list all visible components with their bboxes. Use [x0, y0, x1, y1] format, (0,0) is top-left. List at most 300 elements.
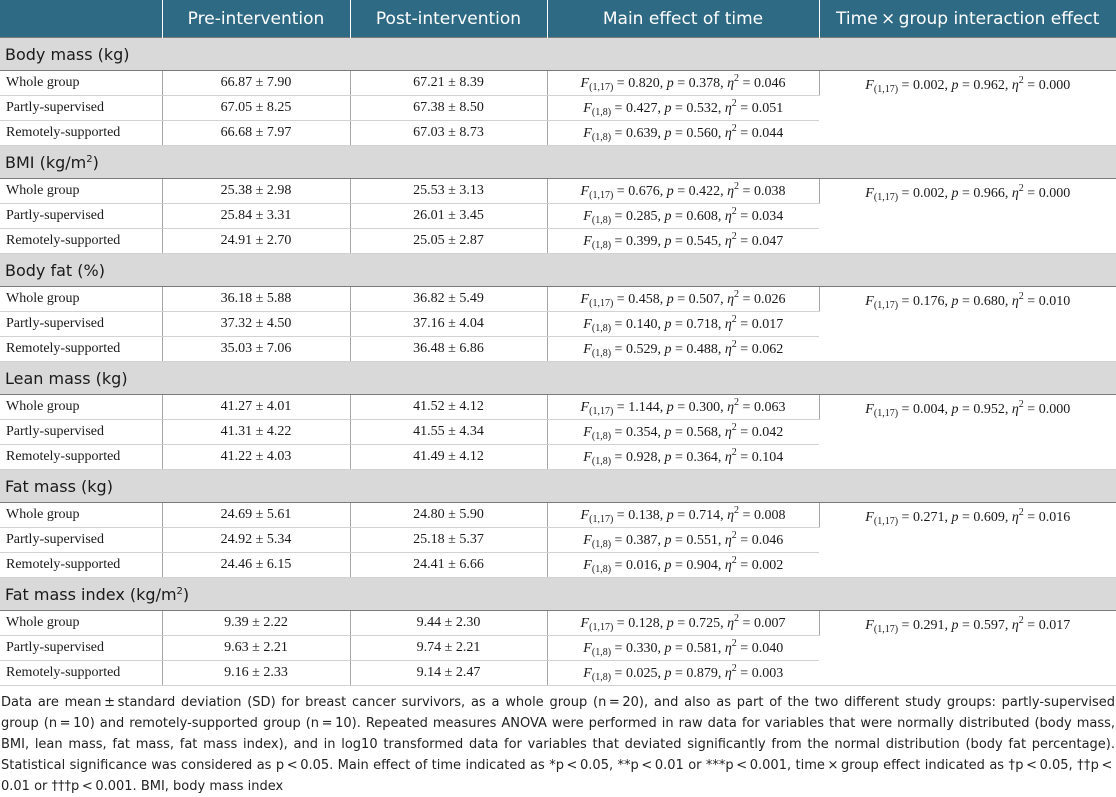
pre-intervention-value: 36.18 ± 5.88	[162, 287, 350, 312]
stat-p-value: 0.597	[973, 618, 1005, 633]
stat-eta-squared: 2	[734, 505, 740, 516]
stat-p-symbol: p	[666, 76, 674, 91]
stat-equals: =	[736, 209, 752, 224]
stat-p-symbol: p	[666, 508, 674, 523]
header-blank	[0, 0, 162, 38]
stat-separator: ,	[717, 666, 725, 681]
stat-eta-squared: 2	[731, 422, 737, 433]
stat-equals: =	[671, 558, 687, 573]
section-title-end: )	[92, 152, 99, 172]
post-intervention-value: 67.38 ± 8.50	[350, 96, 547, 121]
stat-p-symbol: p	[666, 184, 674, 199]
stat-separator: ,	[720, 616, 728, 631]
stat-eta-value: 0.008	[753, 508, 786, 523]
stat-separator: ,	[717, 209, 725, 224]
stat-eta-value: 0.047	[751, 234, 784, 249]
stat-equals: =	[898, 510, 913, 525]
stat-equals: =	[673, 616, 689, 631]
stat-separator: ,	[944, 294, 952, 309]
stat-f-symbol: F	[583, 666, 592, 681]
stat-eta-squared: 2	[731, 555, 737, 566]
stat-equals: =	[736, 425, 752, 440]
table-row	[0, 179, 1116, 204]
stat-separator: ,	[657, 126, 665, 141]
stat-eta-symbol: η	[724, 425, 732, 440]
stat-equals: =	[673, 400, 689, 415]
stat-equals: =	[671, 234, 687, 249]
stat-equals: =	[898, 294, 913, 309]
stat-eta-squared: 2	[731, 663, 737, 674]
row-label: Whole group	[0, 71, 162, 96]
stat-eta-symbol: η	[1011, 402, 1019, 417]
row-label: Remotely-supported	[0, 661, 162, 686]
stat-equals: =	[736, 666, 752, 681]
stat-eta-symbol: η	[724, 342, 732, 357]
stat-separator: ,	[657, 450, 665, 465]
stat-eta-squared: 2	[734, 73, 740, 84]
row-label: Remotely-supported	[0, 553, 162, 578]
stat-separator: ,	[657, 641, 665, 656]
stat-equals: =	[739, 292, 754, 307]
stat-separator: ,	[717, 450, 725, 465]
stat-separator: ,	[657, 558, 665, 573]
stat-separator: ,	[720, 76, 728, 91]
header-post-intervention: Post-intervention	[350, 0, 547, 38]
stat-p-symbol: p	[951, 78, 959, 93]
stat-df: (1,8)	[591, 564, 612, 575]
stat-equals: =	[611, 425, 626, 440]
main-effect-cell	[547, 420, 819, 445]
stat-f-value: 0.140	[625, 317, 658, 332]
stat-p-symbol: p	[664, 641, 672, 656]
stat-equals: =	[613, 292, 629, 307]
stat-p-symbol: p	[666, 292, 674, 307]
stat-eta-symbol: η	[724, 666, 732, 681]
pre-intervention-value: 66.68 ± 7.97	[162, 121, 350, 146]
stat-df: (1,8)	[591, 323, 612, 334]
stat-equals: =	[958, 294, 974, 309]
stat-f-symbol: F	[580, 508, 590, 523]
stat-equals: =	[1023, 78, 1039, 93]
main-effect-cell	[547, 395, 819, 420]
stat-eta-value: 0.051	[751, 101, 784, 116]
stat-equals: =	[673, 292, 689, 307]
stat-equals: =	[611, 234, 626, 249]
stat-p-value: 0.581	[686, 641, 718, 656]
stat-f-symbol: F	[865, 186, 874, 201]
stat-p-symbol: p	[664, 558, 672, 573]
section-title-text: Body mass (kg)	[5, 44, 130, 64]
stat-f-symbol: F	[583, 641, 592, 656]
stat-separator: ,	[1004, 510, 1012, 525]
stat-equals: =	[736, 533, 752, 548]
stat-f-value: 0.291	[912, 618, 945, 633]
stat-separator: ,	[657, 666, 665, 681]
stat-f-symbol: F	[583, 533, 592, 548]
stat-separator: ,	[720, 400, 728, 415]
interaction-effect-cell	[819, 287, 1116, 362]
post-intervention-value: 9.44 ± 2.30	[350, 611, 547, 636]
stat-separator: ,	[717, 641, 725, 656]
pre-intervention-value: 66.87 ± 7.90	[162, 71, 350, 96]
stat-eta-symbol: η	[1011, 78, 1019, 93]
stat-p-value: 0.904	[686, 558, 718, 573]
stat-f-value: 0.529	[625, 342, 658, 357]
stat-equals: =	[611, 101, 626, 116]
stat-p-value: 0.532	[686, 101, 718, 116]
stat-df: (1,8)	[591, 647, 612, 658]
stat-equals: =	[739, 76, 754, 91]
stat-f-value: 0.458	[628, 292, 660, 307]
stat-equals: =	[611, 317, 626, 332]
row-label: Remotely-supported	[0, 229, 162, 254]
post-intervention-value: 25.18 ± 5.37	[350, 528, 547, 553]
stat-p-symbol: p	[664, 317, 672, 332]
stat-eta-symbol: η	[724, 558, 732, 573]
post-intervention-value: 25.05 ± 2.87	[350, 229, 547, 254]
stat-separator: ,	[659, 292, 667, 307]
stat-eta-symbol: η	[727, 400, 735, 415]
stat-p-symbol: p	[951, 294, 959, 309]
main-effect-cell	[547, 96, 819, 121]
stat-eta-value: 0.000	[1038, 78, 1071, 93]
stat-f-symbol: F	[580, 616, 590, 631]
stat-eta-squared: 2	[734, 397, 740, 408]
stat-p-symbol: p	[664, 101, 672, 116]
stat-equals: =	[673, 76, 689, 91]
stat-eta-symbol: η	[727, 292, 735, 307]
pre-intervention-value: 24.92 ± 5.34	[162, 528, 350, 553]
section-header-row	[0, 578, 1116, 611]
stat-eta-value: 0.026	[753, 292, 786, 307]
stat-f-symbol: F	[583, 317, 592, 332]
pre-intervention-value: 37.32 ± 4.50	[162, 312, 350, 337]
post-intervention-value: 9.74 ± 2.21	[350, 636, 547, 661]
section-header-row	[0, 38, 1116, 71]
pre-intervention-value: 9.39 ± 2.22	[162, 611, 350, 636]
stat-f-value: 0.176	[912, 294, 945, 309]
stat-equals: =	[671, 101, 687, 116]
stat-equals: =	[958, 186, 974, 201]
stat-eta-symbol: η	[724, 317, 732, 332]
row-label: Partly-supervised	[0, 96, 162, 121]
stat-equals: =	[736, 126, 752, 141]
stat-p-value: 0.952	[973, 402, 1005, 417]
stat-equals: =	[673, 184, 689, 199]
main-effect-cell	[547, 553, 819, 578]
stat-equals: =	[898, 186, 913, 201]
row-label: Partly-supervised	[0, 420, 162, 445]
section-title-superscript: 2	[176, 585, 183, 597]
stat-p-value: 0.962	[973, 78, 1005, 93]
section-title	[0, 146, 1116, 179]
stat-p-value: 0.551	[686, 533, 718, 548]
stat-eta-symbol: η	[727, 616, 735, 631]
stat-eta-squared: 2	[1018, 507, 1024, 518]
stat-eta-squared: 2	[734, 613, 740, 624]
section-title-text: Fat mass (kg)	[5, 476, 113, 496]
main-effect-cell	[547, 503, 819, 528]
stat-equals: =	[739, 616, 754, 631]
stat-equals: =	[898, 402, 913, 417]
row-label: Partly-supervised	[0, 528, 162, 553]
pre-intervention-value: 35.03 ± 7.06	[162, 337, 350, 362]
stat-equals: =	[736, 558, 752, 573]
stat-separator: ,	[1004, 618, 1012, 633]
section-header-row	[0, 470, 1116, 503]
table-row	[0, 611, 1116, 636]
stat-df: (1,8)	[591, 539, 612, 550]
post-intervention-value: 67.21 ± 8.39	[350, 71, 547, 96]
stat-eta-value: 0.046	[751, 533, 784, 548]
stat-equals: =	[736, 641, 752, 656]
section-title	[0, 578, 1116, 611]
stat-equals: =	[611, 558, 626, 573]
stat-equals: =	[958, 78, 974, 93]
stat-p-symbol: p	[664, 533, 672, 548]
stat-p-symbol: p	[664, 234, 672, 249]
stat-p-value: 0.609	[973, 510, 1005, 525]
stat-equals: =	[671, 641, 687, 656]
stat-eta-value: 0.002	[751, 558, 784, 573]
stat-f-value: 0.271	[912, 510, 945, 525]
stat-df: (1,17)	[589, 622, 614, 633]
header-row	[0, 0, 1116, 38]
stat-eta-symbol: η	[727, 76, 735, 91]
stat-f-value: 0.004	[912, 402, 945, 417]
row-label: Remotely-supported	[0, 337, 162, 362]
stat-df: (1,17)	[589, 190, 614, 201]
stat-eta-symbol: η	[1011, 186, 1019, 201]
pre-intervention-value: 24.69 ± 5.61	[162, 503, 350, 528]
pre-intervention-value: 24.46 ± 6.15	[162, 553, 350, 578]
stat-f-symbol: F	[583, 209, 592, 224]
stat-df: (1,8)	[591, 132, 612, 143]
stat-equals: =	[613, 616, 629, 631]
pre-intervention-value: 24.91 ± 2.70	[162, 229, 350, 254]
section-header-row	[0, 254, 1116, 287]
stat-f-value: 0.285	[625, 209, 658, 224]
stat-f-value: 1.144	[628, 400, 660, 415]
stat-separator: ,	[1004, 186, 1012, 201]
stat-p-symbol: p	[664, 209, 672, 224]
stat-f-value: 0.002	[912, 78, 945, 93]
main-effect-cell	[547, 636, 819, 661]
row-label: Whole group	[0, 395, 162, 420]
section-header-row	[0, 146, 1116, 179]
stat-p-symbol: p	[951, 186, 959, 201]
stat-separator: ,	[717, 234, 725, 249]
row-label: Partly-supervised	[0, 204, 162, 229]
stat-separator: ,	[657, 425, 665, 440]
stat-separator: ,	[720, 184, 728, 199]
stat-separator: ,	[657, 317, 665, 332]
pre-intervention-value: 25.38 ± 2.98	[162, 179, 350, 204]
stat-df: (1,8)	[591, 215, 612, 226]
stat-p-value: 0.608	[686, 209, 718, 224]
post-intervention-value: 37.16 ± 4.04	[350, 312, 547, 337]
row-label: Whole group	[0, 503, 162, 528]
stat-eta-value: 0.007	[753, 616, 786, 631]
stat-separator: ,	[720, 292, 728, 307]
stat-equals: =	[611, 126, 626, 141]
stat-df: (1,8)	[591, 431, 612, 442]
stat-eta-symbol: η	[724, 450, 732, 465]
stat-f-symbol: F	[583, 425, 592, 440]
stat-equals: =	[613, 76, 629, 91]
stat-separator: ,	[717, 533, 725, 548]
stat-p-value: 0.422	[688, 184, 721, 199]
stat-df: (1,17)	[873, 300, 899, 311]
main-effect-cell	[547, 287, 819, 312]
stat-df: (1,8)	[591, 240, 612, 251]
stat-equals: =	[1023, 402, 1039, 417]
stat-eta-symbol: η	[1011, 294, 1019, 309]
stat-equals: =	[898, 78, 913, 93]
stat-p-value: 0.568	[686, 425, 718, 440]
interaction-effect-cell	[819, 395, 1116, 470]
stat-p-value: 0.507	[688, 292, 721, 307]
stat-df: (1,8)	[591, 672, 612, 683]
interaction-effect-cell	[819, 179, 1116, 254]
stat-df: (1,17)	[873, 624, 899, 635]
main-effect-cell	[547, 312, 819, 337]
stat-eta-squared: 2	[731, 206, 737, 217]
stat-f-symbol: F	[580, 292, 590, 307]
stat-p-value: 0.966	[973, 186, 1005, 201]
stat-equals: =	[671, 126, 687, 141]
stat-equals: =	[958, 618, 974, 633]
stat-separator: ,	[657, 209, 665, 224]
stat-f-symbol: F	[865, 402, 874, 417]
stat-p-value: 0.725	[688, 616, 721, 631]
main-effect-cell	[547, 528, 819, 553]
stat-f-value: 0.025	[625, 666, 658, 681]
post-intervention-value: 9.14 ± 2.47	[350, 661, 547, 686]
stat-df: (1,17)	[589, 82, 614, 93]
section-header-row	[0, 362, 1116, 395]
section-title-end: )	[182, 584, 190, 604]
stat-equals: =	[611, 342, 626, 357]
stat-f-symbol: F	[583, 558, 592, 573]
header-interaction-effect: Time × group interaction effect	[819, 0, 1116, 38]
stat-eta-value: 0.016	[1038, 510, 1071, 525]
stat-eta-squared: 2	[731, 314, 737, 325]
section-title-superscript: 2	[86, 153, 93, 165]
stat-p-value: 0.680	[973, 294, 1005, 309]
row-label: Partly-supervised	[0, 312, 162, 337]
stat-equals: =	[739, 184, 754, 199]
post-intervention-value: 41.55 ± 4.34	[350, 420, 547, 445]
stat-f-symbol: F	[583, 450, 592, 465]
stat-separator: ,	[717, 342, 725, 357]
stat-eta-value: 0.040	[751, 641, 784, 656]
stat-eta-squared: 2	[731, 123, 737, 134]
stat-f-symbol: F	[580, 184, 590, 199]
interaction-effect-cell	[819, 503, 1116, 578]
section-title-text: Lean mass (kg)	[5, 368, 128, 388]
stat-separator: ,	[657, 101, 665, 116]
stat-equals: =	[671, 317, 687, 332]
stat-df: (1,17)	[873, 408, 899, 419]
stat-p-value: 0.364	[686, 450, 718, 465]
stat-equals: =	[736, 342, 752, 357]
stat-f-value: 0.354	[625, 425, 658, 440]
post-intervention-value: 67.03 ± 8.73	[350, 121, 547, 146]
stat-f-value: 0.676	[628, 184, 660, 199]
stat-f-value: 0.002	[912, 186, 945, 201]
stat-p-value: 0.718	[686, 317, 718, 332]
section-title-text: BMI (kg/m	[5, 152, 87, 172]
stat-eta-symbol: η	[724, 209, 732, 224]
stat-equals: =	[1023, 618, 1039, 633]
pre-intervention-value: 25.84 ± 3.31	[162, 204, 350, 229]
stat-eta-squared: 2	[1018, 399, 1024, 410]
stat-separator: ,	[657, 234, 665, 249]
stat-eta-value: 0.000	[1038, 186, 1071, 201]
stat-separator: ,	[659, 616, 667, 631]
stat-separator: ,	[659, 508, 667, 523]
stat-equals: =	[1023, 186, 1039, 201]
stat-df: (1,8)	[591, 456, 612, 467]
stat-separator: ,	[717, 558, 725, 573]
stat-f-value: 0.016	[625, 558, 658, 573]
main-effect-cell	[547, 337, 819, 362]
stat-p-symbol: p	[664, 666, 672, 681]
stat-equals: =	[736, 234, 752, 249]
stat-separator: ,	[717, 101, 725, 116]
post-intervention-value: 26.01 ± 3.45	[350, 204, 547, 229]
stat-equals: =	[671, 666, 687, 681]
pre-intervention-value: 67.05 ± 8.25	[162, 96, 350, 121]
stat-eta-symbol: η	[724, 234, 732, 249]
stat-eta-squared: 2	[1018, 183, 1024, 194]
stat-equals: =	[736, 101, 752, 116]
stat-eta-symbol: η	[727, 508, 735, 523]
stat-p-symbol: p	[951, 618, 959, 633]
stat-eta-squared: 2	[1018, 291, 1024, 302]
stat-separator: ,	[717, 126, 725, 141]
stat-f-symbol: F	[583, 126, 592, 141]
stat-eta-squared: 2	[731, 447, 737, 458]
stat-equals: =	[611, 533, 626, 548]
main-effect-cell	[547, 71, 819, 96]
stat-equals: =	[671, 209, 687, 224]
stat-separator: ,	[659, 184, 667, 199]
stat-eta-value: 0.044	[751, 126, 784, 141]
stat-separator: ,	[657, 533, 665, 548]
section-title-text: Body fat (%)	[5, 260, 105, 280]
header-pre-intervention: Pre-intervention	[162, 0, 350, 38]
row-label: Remotely-supported	[0, 121, 162, 146]
stat-separator: ,	[1004, 294, 1012, 309]
stat-p-symbol: p	[666, 400, 674, 415]
stat-equals: =	[613, 508, 629, 523]
stat-eta-value: 0.046	[753, 76, 786, 91]
stat-eta-symbol: η	[1011, 510, 1019, 525]
stat-separator: ,	[717, 425, 725, 440]
pre-intervention-value: 9.16 ± 2.33	[162, 661, 350, 686]
post-intervention-value: 36.82 ± 5.49	[350, 287, 547, 312]
stat-equals: =	[739, 508, 754, 523]
row-label: Whole group	[0, 611, 162, 636]
stat-df: (1,17)	[589, 406, 614, 417]
main-effect-cell	[547, 611, 819, 636]
stat-f-value: 0.639	[625, 126, 658, 141]
interaction-effect-cell	[819, 71, 1116, 146]
stat-f-symbol: F	[583, 342, 592, 357]
stat-f-symbol: F	[865, 510, 874, 525]
